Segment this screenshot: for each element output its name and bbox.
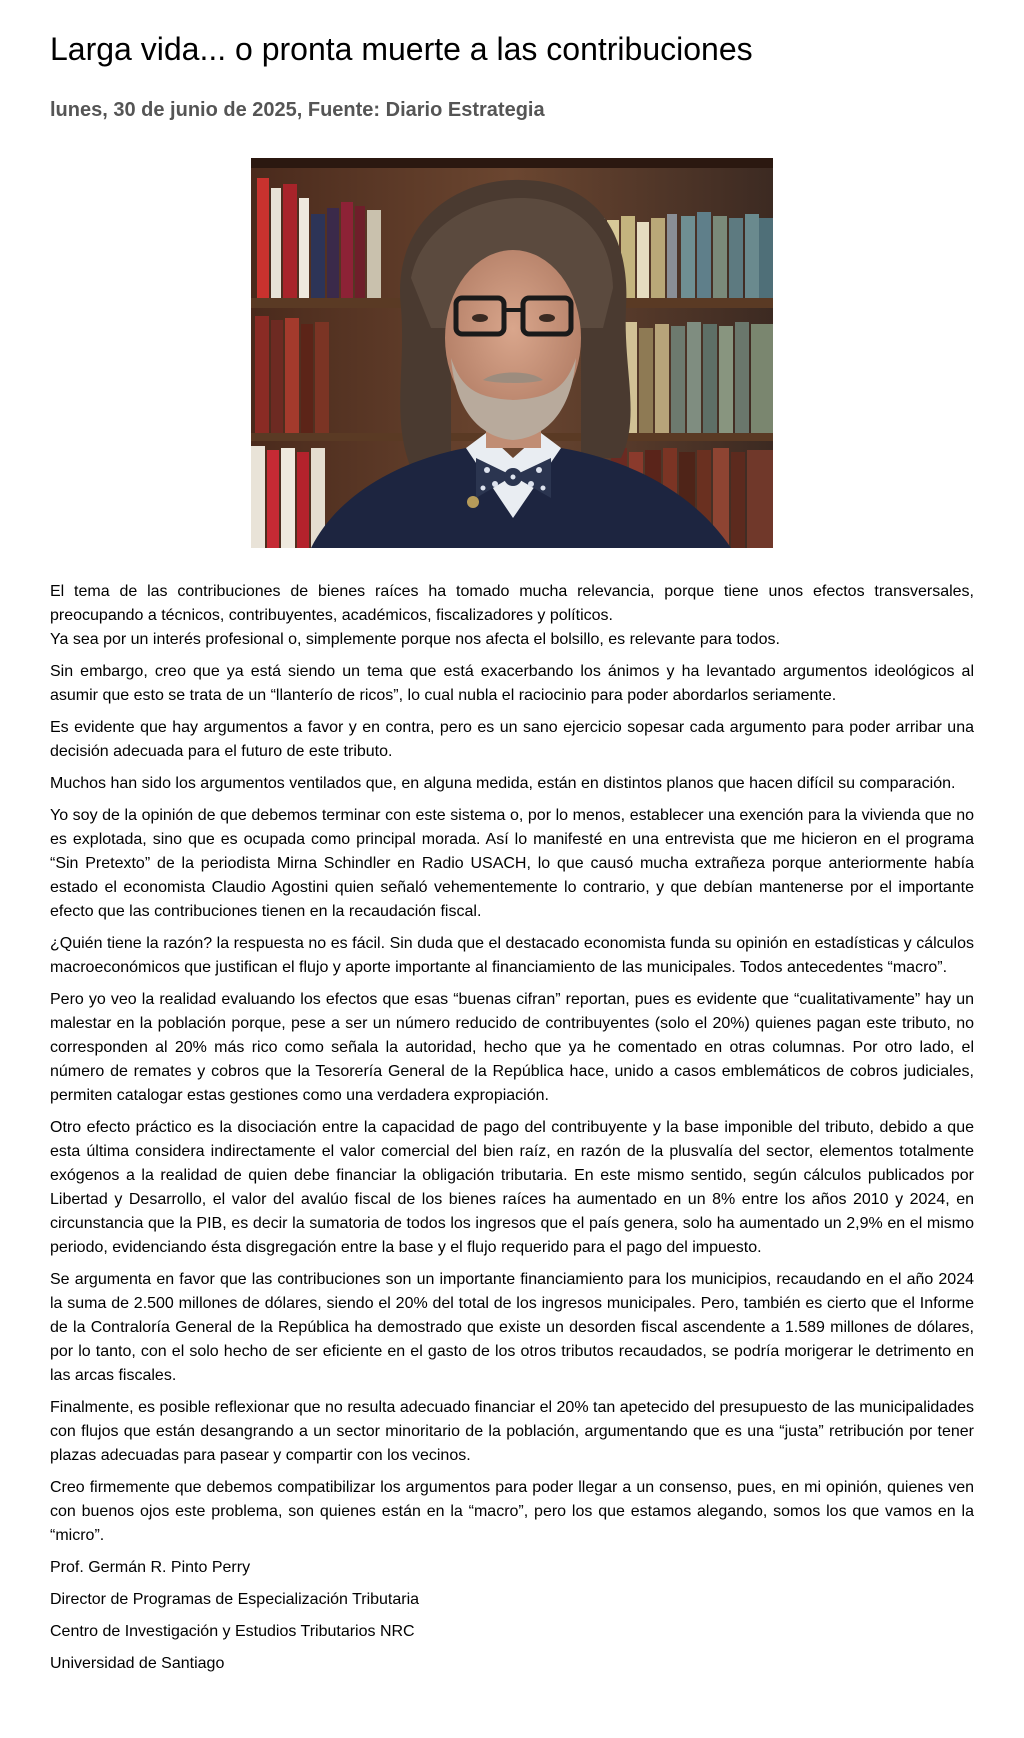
paragraph: Muchos han sido los argumentos ventilados que, en alguna medida, están en distintos planos que hacen difícil su comparación. — [50, 775, 956, 792]
author-photo — [251, 158, 773, 548]
paragraph: Sin embargo, creo que ya está siendo un tema que está exacerbando los ánimos y ha levantado argumentos ideológicos al asumir que esto se trata de un “llanterío de ricos”, lo cual nubla el raciocinio para poder abordarlos seriamente. — [50, 663, 974, 704]
paragraph: El tema de las contribuciones de bienes raíces ha tomado mucha relevancia, porque tiene unos efectos transversales, preocupando a técnicos, contribuyentes, académicos, fiscalizadores y políticos. — [50, 583, 974, 624]
paragraph: Otro efecto práctico es la disociación entre la capacidad de pago del contribuyente y la base imponible del tributo, debido a que esta última considera indirectamente el valor comercial del bien raíz, en razón de la plusvalía del sector, elementos totalmente exógenos a la realidad de quien debe financiar la obligación tributaria. En este mismo sentido, según cálculos publicados por Libertad y Desarrollo, el valor del avalúo fiscal de los bienes raíces ha aumentado en un 8% entre los años 2010 y 2024, en circunstancia que la PIB, es decir la sumatoria de todos los ingresos que el país genera, solo ha aumentado un 2,9% en el mismo periodo, evidenciando ésta disgregación entre la base y el flujo requerido para el pago del impuesto. — [50, 1119, 974, 1256]
author-name: Prof. Germán R. Pinto Perry — [50, 1559, 251, 1576]
paragraph: Pero yo veo la realidad evaluando los efectos que esas “buenas cifran” reportan, pues es evidente que “cualitativamente” hay un malestar en la población porque, pese a ser un número reducido de contribuyentes (solo el 20%) quienes pagan este tributo, no corresponden al 20% más rico como señala la autoridad, hecho que ya he comentado en otras columnas. Por otro lado, el número de remates y cobros que la Tesorería General de la República hace, unido a casos emblemáticos de cobros judiciales, permiten catalogar estas gestiones como una verdadera expropiación. — [50, 991, 974, 1104]
paragraph: ¿Quién tiene la razón? la respuesta no es fácil. Sin duda que el destacado economista funda su opinión en estadísticas y cálculos macroeconómicos que justifican el flujo y aporte importante al financiamiento de las municipales. Todos antecedentes “macro”. — [50, 935, 974, 976]
author-center: Centro de Investigación y Estudios Tributarios NRC — [50, 1623, 415, 1640]
author-university: Universidad de Santiago — [50, 1655, 225, 1672]
paragraph: Finalmente, es posible reflexionar que no resulta adecuado financiar el 20% tan apetecido del presupuesto de las municipalidades con flujos que están desangrando a un sector minoritario de la población, argumentando que es una “justa” retribución por tener plazas adecuadas para pasear y compartir con los vecinos. — [50, 1399, 974, 1464]
paragraph: Se argumenta en favor que las contribuciones son un importante financiamiento para los municipios, recaudando en el año 2024 la suma de 2.500 millones de dólares, siendo el 20% del total de los ingresos municipales. Pero, también es cierto que el Informe de la Contraloría General de la República ha demostrado que existe un desorden fiscal ascendente a 1.589 millones de dólares, por lo tanto, con el solo hecho de ser eficiente en el gasto de los otros tributos recaudados, se podría morigerar le detrimento en las arcas fiscales. — [50, 1271, 974, 1384]
paragraph: Yo soy de la opinión de que debemos terminar con este sistema o, por lo menos, establecer una exención para la vivienda que no es explotada, sino que es ocupada como principal morada. Así lo manifesté en una entrevista que me hicieron en el programa “Sin Pretexto” de la periodista Mirna Schindler en Radio USACH, lo que causó mucha extrañeza porque anteriormente había estado el economista Claudio Agostini quien señaló vehementemente lo contrario, y que debían mantenerse por el importante efecto que las contribuciones tienen en la recaudación fiscal. — [50, 807, 974, 920]
article-meta: lunes, 30 de junio de 2025, Fuente: Diario Estrategia — [50, 99, 545, 121]
paragraph: Es evidente que hay argumentos a favor y en contra, pero es un sano ejercicio sopesar cada argumento para poder arribar una decisión adecuada para el futuro de este tributo. — [50, 719, 974, 760]
paragraph: Ya sea por un interés profesional o, simplemente porque nos afecta el bolsillo, es relevante para todos. — [50, 631, 780, 648]
paragraph: Creo firmemente que debemos compatibilizar los argumentos para poder llegar a un consenso, pues, en mi opinión, quienes ven con buenos ojos este problema, son quienes están en la “macro”, pero los que estamos alegando, somos los que vamos en la “micro”. — [50, 1479, 974, 1544]
article-body — [50, 580, 974, 1548]
article-title: Larga vida... o pronta muerte a las contribuciones — [50, 31, 753, 67]
author-role: Director de Programas de Especialización Tributaria — [50, 1591, 420, 1608]
author-signature — [50, 1556, 974, 1676]
